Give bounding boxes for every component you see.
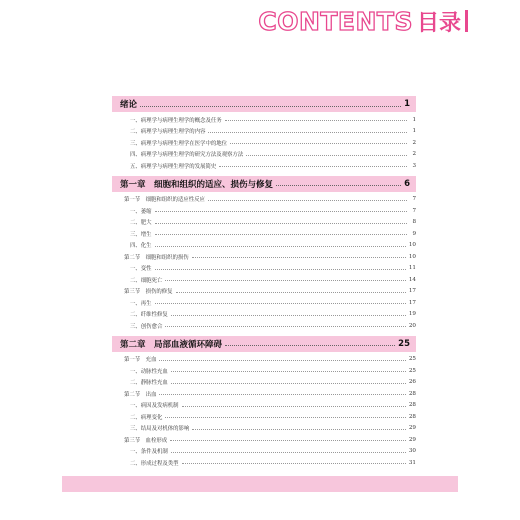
- entry-label: 第三节 血栓形成: [124, 437, 168, 444]
- dot-leader: [155, 269, 406, 270]
- toc-entry[interactable]: [112, 423, 416, 435]
- toc-entry[interactable]: [112, 240, 416, 252]
- section-entry[interactable]: [112, 388, 416, 400]
- dot-leader: [225, 120, 407, 121]
- header-accent-bar: [465, 10, 468, 32]
- entry-label: 第一节 细胞和组织的适应性反应: [124, 197, 205, 204]
- entry-page-number: 1: [412, 116, 416, 123]
- dot-leader: [140, 106, 401, 107]
- entry-label: 一、条件及机制: [130, 449, 168, 456]
- entry-page-number: 10: [408, 242, 416, 249]
- entry-label: 二、形成过程及类型: [130, 460, 179, 467]
- chapter-page-number: 1: [404, 99, 410, 109]
- mulu-title: 目录: [416, 10, 461, 36]
- entry-page-number: 25: [408, 356, 416, 363]
- entry-label: 第二节 出血: [124, 391, 157, 398]
- dot-leader: [171, 452, 406, 453]
- entry-page-number: 19: [408, 311, 416, 318]
- dot-leader: [155, 211, 407, 212]
- entry-page-number: 28: [408, 402, 416, 409]
- entry-page-number: 3: [412, 162, 416, 169]
- toc-entry[interactable]: [112, 205, 416, 217]
- entry-page-number: 25: [408, 367, 416, 374]
- dot-leader: [159, 360, 406, 361]
- entry-page-number: 28: [408, 390, 416, 397]
- toc-entry[interactable]: [112, 377, 416, 389]
- toc-entry[interactable]: [112, 137, 416, 149]
- dot-leader: [219, 166, 407, 167]
- dot-leader: [165, 326, 406, 327]
- dot-leader: [155, 234, 407, 235]
- entry-page-number: 10: [408, 253, 416, 260]
- dot-leader: [182, 463, 406, 464]
- footer-band: [62, 476, 458, 492]
- entry-label: 二、肥大: [130, 220, 152, 227]
- chapter-heading[interactable]: [112, 176, 416, 192]
- toc-entry[interactable]: [112, 320, 416, 332]
- dot-leader: [208, 132, 407, 133]
- entry-page-number: 9: [412, 230, 416, 237]
- dot-leader: [171, 371, 406, 372]
- dot-leader: [155, 303, 406, 304]
- toc-entry[interactable]: [112, 400, 416, 412]
- toc-entry[interactable]: [112, 274, 416, 286]
- entry-label: 二、细胞死亡: [130, 277, 163, 284]
- section-entry[interactable]: [112, 434, 416, 446]
- chapter-heading[interactable]: [112, 96, 416, 112]
- dot-leader: [192, 257, 406, 258]
- dot-leader: [155, 223, 407, 224]
- entry-label: 二、静脉性充血: [130, 380, 168, 387]
- toc-entry[interactable]: [112, 114, 416, 126]
- dot-leader: [165, 280, 406, 281]
- toc-entry[interactable]: [112, 309, 416, 321]
- toc-entry[interactable]: [112, 365, 416, 377]
- entry-label: 第一节 充血: [124, 357, 157, 364]
- toc-entry[interactable]: [112, 217, 416, 229]
- entry-label: 四、化生: [130, 243, 152, 250]
- dot-leader: [192, 429, 406, 430]
- dot-leader: [225, 345, 395, 346]
- toc-entry[interactable]: [112, 263, 416, 275]
- entry-label: 一、再生: [130, 300, 152, 307]
- entry-label: 四、病理学与病理生理学的研究方法及观察方法: [130, 152, 244, 159]
- entry-page-number: 26: [408, 379, 416, 386]
- dot-leader: [176, 292, 406, 293]
- chapter-page-number: 6: [404, 178, 410, 189]
- entry-page-number: 7: [412, 207, 416, 214]
- chapter-title: 第一章 细胞和组织的适应、损伤与修复: [120, 179, 274, 190]
- table-of-contents: [112, 96, 416, 469]
- toc-entry[interactable]: [112, 228, 416, 240]
- entry-label: 一、病因及发病机制: [130, 403, 179, 410]
- dot-leader: [171, 383, 406, 384]
- entry-label: 三、增生: [130, 231, 152, 238]
- entry-label: 一、萎缩: [130, 208, 152, 215]
- dot-leader: [182, 406, 406, 407]
- entry-page-number: 2: [412, 151, 416, 158]
- entry-page-number: 11: [408, 265, 416, 272]
- entry-page-number: 28: [408, 413, 416, 420]
- dot-leader: [208, 200, 407, 201]
- section-entry[interactable]: [112, 354, 416, 366]
- entry-label: 五、病理学与病理生理学的发展简史: [130, 163, 217, 170]
- entry-page-number: 30: [408, 448, 416, 455]
- toc-entry[interactable]: [112, 149, 416, 161]
- contents-title: CONTENTS: [258, 6, 413, 36]
- section-entry[interactable]: [112, 251, 416, 263]
- entry-page-number: 17: [408, 288, 416, 295]
- entry-label: 二、病理变化: [130, 414, 163, 421]
- toc-entry[interactable]: [112, 411, 416, 423]
- entry-label: 二、病理学与病理生理学的内容: [130, 129, 206, 136]
- entry-label: 一、变性: [130, 266, 152, 273]
- entry-label: 三、结局及对机体的影响: [130, 426, 190, 433]
- dot-leader: [170, 440, 406, 441]
- entry-page-number: 17: [408, 299, 416, 306]
- dot-leader: [171, 315, 406, 316]
- dot-leader: [230, 143, 407, 144]
- toc-entry[interactable]: [112, 446, 416, 458]
- toc-entry[interactable]: [112, 126, 416, 138]
- toc-entry[interactable]: [112, 457, 416, 469]
- dot-leader: [165, 417, 406, 418]
- chapter-title: 第二章 局部血液循环障碍: [120, 339, 223, 350]
- entry-page-number: 31: [408, 459, 416, 466]
- entry-page-number: 8: [412, 219, 416, 226]
- contents-header: [258, 6, 468, 36]
- toc-entry[interactable]: [112, 297, 416, 309]
- entry-page-number: 7: [412, 196, 416, 203]
- entry-page-number: 1: [412, 128, 416, 135]
- dot-leader: [246, 155, 407, 156]
- dot-leader: [159, 394, 406, 395]
- entry-label: 三、病理学与病理生理学在医学中的地位: [130, 140, 228, 147]
- entry-page-number: 14: [408, 276, 416, 283]
- chapter-heading[interactable]: [112, 336, 416, 352]
- chapter-page-number: 25: [398, 338, 410, 349]
- toc-entry[interactable]: [112, 160, 416, 172]
- entry-page-number: 29: [408, 436, 416, 443]
- entry-page-number: 2: [412, 139, 416, 146]
- entry-label: 一、动脉性充血: [130, 368, 168, 375]
- entry-label: 第三节 损伤的修复: [124, 289, 173, 296]
- entry-label: 一、病理学与病理生理学的概念及任务: [130, 117, 222, 124]
- entry-label: 二、纤维性修复: [130, 312, 168, 319]
- entry-page-number: 29: [408, 425, 416, 432]
- entry-page-number: 20: [408, 322, 416, 329]
- chapter-title: 绪论: [120, 100, 138, 110]
- section-entry[interactable]: [112, 194, 416, 206]
- entry-label: 三、创伤愈合: [130, 323, 163, 330]
- dot-leader: [155, 246, 406, 247]
- dot-leader: [276, 185, 401, 186]
- entry-label: 第二节 细胞和组织的损伤: [124, 254, 189, 261]
- section-entry[interactable]: [112, 286, 416, 298]
